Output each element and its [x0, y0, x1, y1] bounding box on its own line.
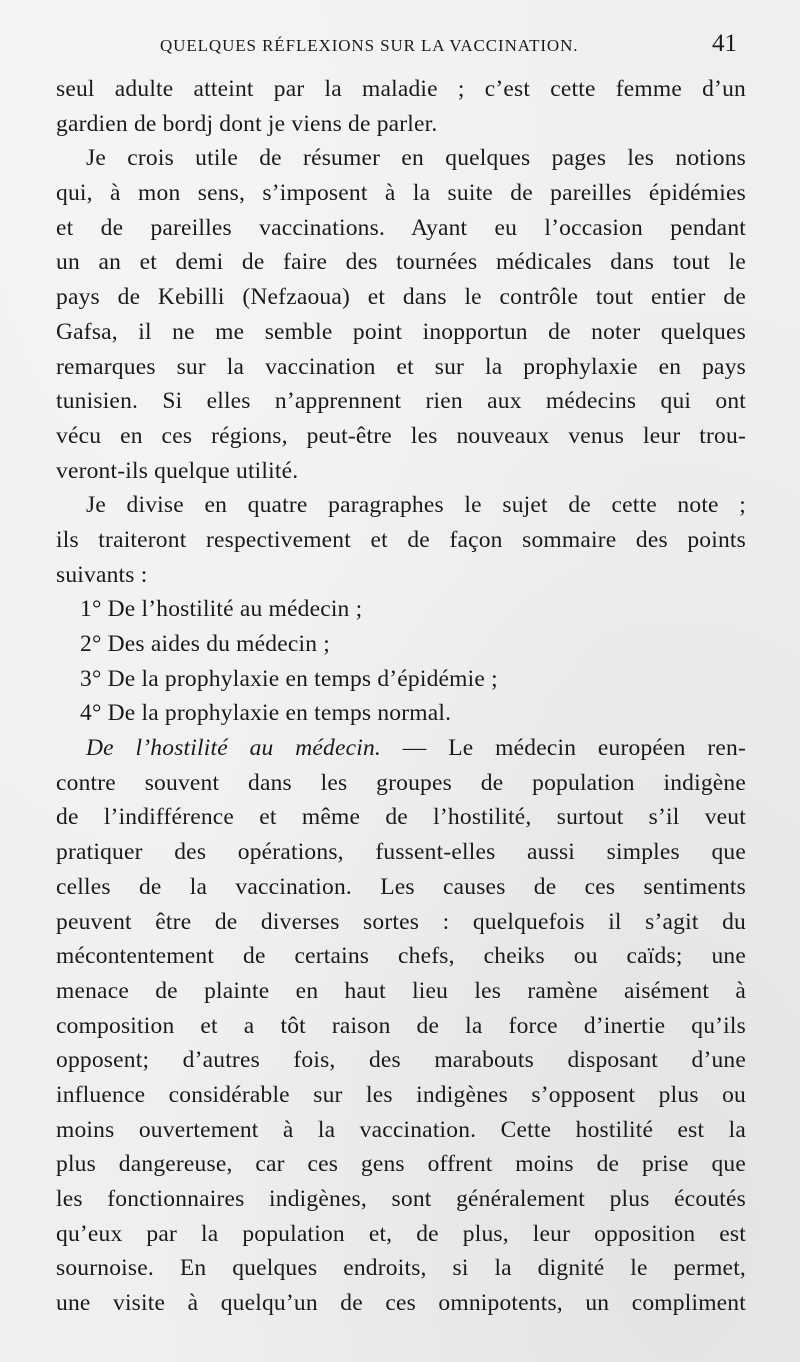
section-heading: De l’hostilité au médecin. [86, 735, 381, 762]
text-line: plus dangereuse, car ces gens offrent moins de prise que [56, 1151, 746, 1178]
text-line: un an et demi de faire des tournées médicales dans tout le [56, 249, 746, 276]
text-line: et de pareilles vaccinations. Ayant eu l’occasion pendant [56, 214, 746, 241]
section-heading-line [56, 731, 746, 766]
page-number: 41 [712, 30, 737, 57]
text-line: celles de la vaccination. Les causes de ces sentiments [56, 873, 746, 900]
text-line: qui, à mon sens, s’imposent à la suite de pareilles épidémies [56, 180, 746, 207]
text-line: seul adulte atteint par la maladie ; c’est cette femme d’un [56, 76, 746, 102]
text-line: pays de Kebilli (Nefzaoua) et dans le contrôle tout entier de [56, 284, 746, 311]
list-item: 1° De l’hostilité au médecin ; [80, 596, 363, 623]
text-line: tunisien. Si elles n’apprennent rien aux médecins qui ont [56, 388, 746, 415]
text-line: menace de plainte en haut lieu les ramène aisément à [56, 977, 746, 1004]
paragraph-start-line: Je divise en quatre paragraphes le sujet de cette note ; [86, 492, 746, 519]
text-line: qu’eux par la population et, de plus, leur opposition est [56, 1220, 746, 1247]
text-line: contre souvent dans les groupes de population indigène [56, 769, 746, 796]
text-line: suivants : [56, 561, 148, 588]
list-item: 3° De la prophylaxie en temps d’épidémie ; [80, 665, 498, 692]
list-item: 4° De la prophylaxie en temps normal. [80, 700, 452, 727]
text-line: pratiquer des opérations, fussent-elles aussi simples que [56, 839, 746, 866]
text-line: peuvent être de diverses sortes : quelquefois il s’agit du [56, 908, 746, 935]
section-heading-line-text: — Le médecin européen ren- [402, 735, 747, 762]
page-body [56, 72, 746, 1321]
text-line: influence considérable sur les indigènes s’opposent plus ou [56, 1081, 746, 1108]
text-line: remarques sur la vaccination et sur la prophylaxie en pays [56, 353, 746, 380]
text-line: les fonctionnaires indigènes, sont généralement plus écoutés [56, 1186, 746, 1212]
text-line: veront-ils quelque utilité. [56, 457, 299, 484]
text-line: moins ouvertement à la vaccination. Cette hostilité est la [56, 1116, 746, 1143]
text-line: Gafsa, il ne me semble point inopportun de noter quelques [56, 318, 746, 345]
text-line: gardien de bordj dont je viens de parler. [56, 110, 438, 137]
text-line: ils traiteront respectivement et de façon sommaire des points [56, 526, 746, 553]
text-line: opposent; d’autres fois, des marabouts disposant d’une [56, 1047, 746, 1074]
text-line: vécu en ces régions, peut-être les nouveaux venus leur trou- [56, 422, 746, 449]
text-line: mécontentement de certains chefs, cheiks ou caïds; une [56, 943, 746, 970]
list-item: 2° Des aides du médecin ; [80, 631, 330, 657]
running-head: QUELQUES RÉFLEXIONS SUR LA VACCINATION. [160, 36, 579, 55]
text-line: une visite à quelqu’un de ces omnipotents, un compliment [56, 1290, 746, 1317]
text-line: composition et a tôt raison de la force d’inertie qu’ils [56, 1012, 746, 1039]
page-header [0, 28, 800, 68]
text-line: sournoise. En quelques endroits, si la dignité le permet, [56, 1255, 746, 1282]
text-line: de l’indifférence et même de l’hostilité, surtout s’il veut [56, 804, 746, 831]
paragraph-start-line: Je crois utile de résumer en quelques pages les notions [86, 145, 746, 172]
